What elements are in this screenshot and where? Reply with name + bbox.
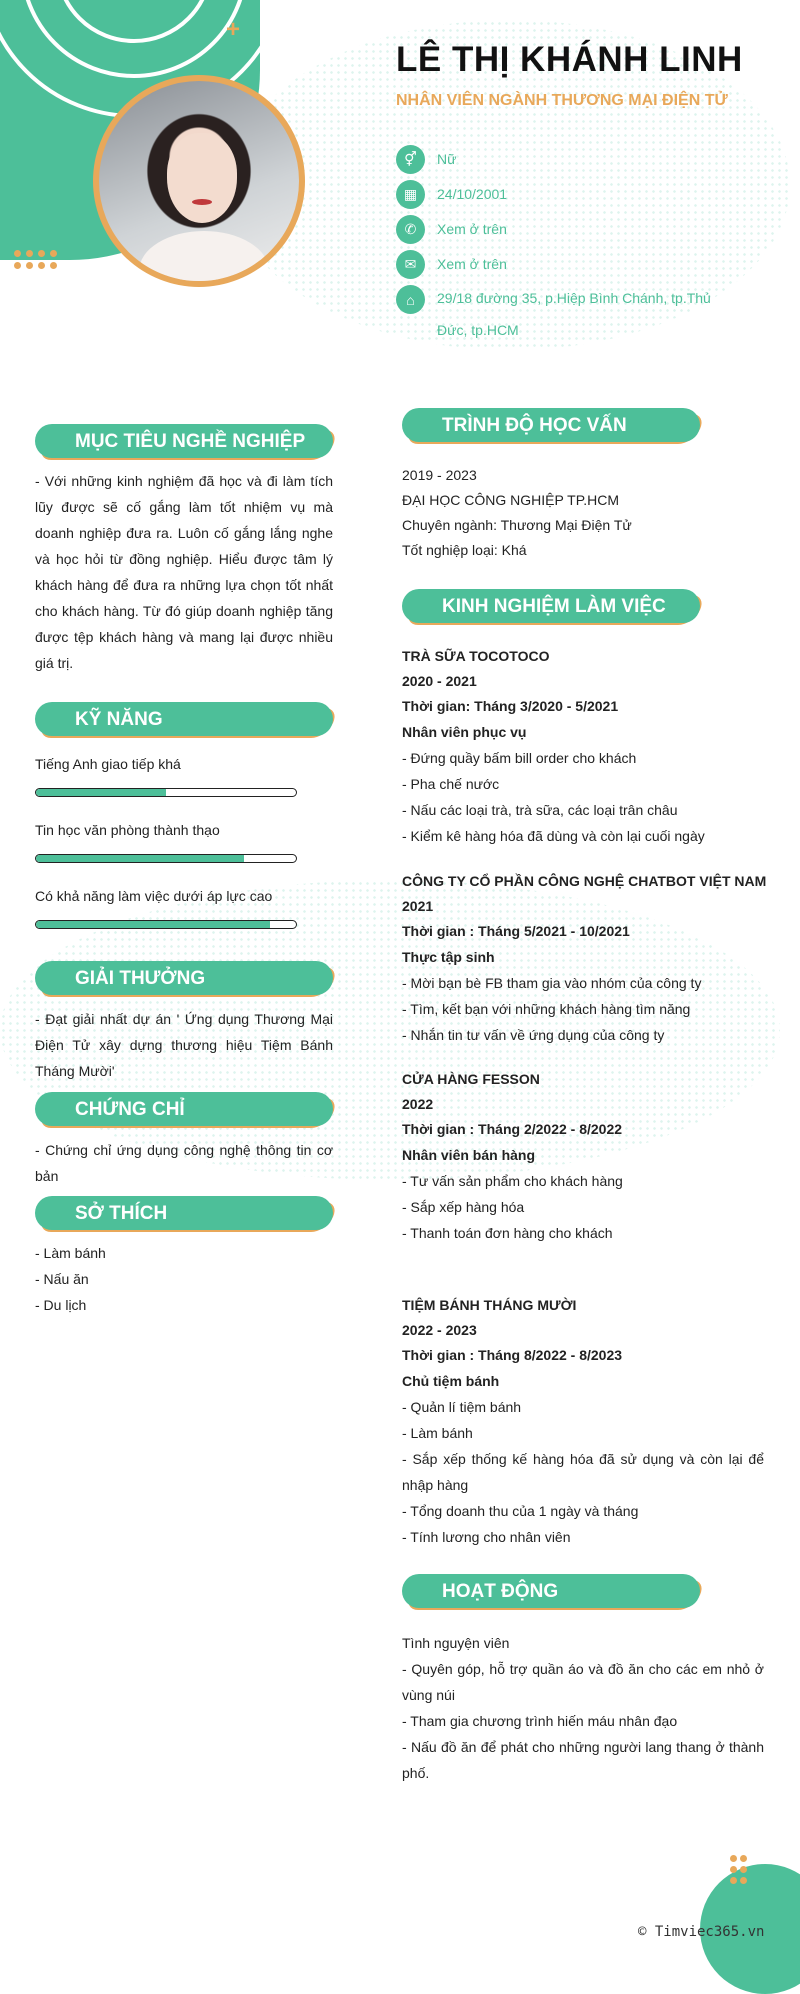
job-position: Nhân viên phục vụ <box>402 724 527 740</box>
objective-text: - Với những kinh nghiệm đã học và đi làm tích lũy được sẽ cố gắng làm tốt nhiệm vụ mà doanh nghiệp đưa ra. Luôn cố gắng lắng nghe và học hỏi từ đồng nghiệp. Hiểu được tâm lý khách hàng để đưa ra những lựa chọn tốt nhất cho khách hàng. Từ đó giúp doanh nghiệp tăng được tệp khách hàng và mang lại được nhiều giá trị. <box>35 473 333 671</box>
job-period: Thời gian: Tháng 3/2020 - 5/2021 <box>402 698 619 714</box>
job-company: TIỆM BÁNH THÁNG MƯỜI <box>402 1297 577 1313</box>
certificates-text: - Chứng chỉ ứng dụng công nghệ thông tin cơ bản <box>35 1142 333 1184</box>
job-position: Thực tập sinh <box>402 949 495 965</box>
section-header-awards: GIẢI THƯỞNG <box>35 961 333 997</box>
avatar <box>93 75 305 287</box>
job-task: - Quản lí tiệm bánh <box>402 1399 522 1415</box>
job-period: Thời gian : Tháng 2/2022 - 8/2022 <box>402 1121 623 1137</box>
skill-bar <box>35 920 297 929</box>
hobby-item: - Nấu ăn <box>35 1271 89 1287</box>
job-year: 2020 - 2021 <box>402 673 477 689</box>
section-header-certificates: CHỨNG CHỈ <box>35 1092 333 1128</box>
job-task: - Kiểm kê hàng hóa đã dùng và còn lại cuối ngày <box>402 828 705 844</box>
job-year: 2022 - 2023 <box>402 1322 477 1338</box>
job-task: - Mời bạn bè FB tham gia vào nhóm của công ty <box>402 975 702 991</box>
section-header-objective: MỤC TIÊU NGHỀ NGHIỆP <box>35 424 333 460</box>
job-year: 2021 <box>402 898 434 914</box>
activity-line: - Quyên góp, hỗ trợ quần áo và đồ ăn cho các em nhỏ ở vùng núi <box>402 1661 764 1703</box>
job-period: Thời gian : Tháng 8/2022 - 8/2023 <box>402 1347 623 1363</box>
job-company: CỬA HÀNG FESSON <box>402 1071 540 1087</box>
activity-line: - Nấu đồ ăn để phát cho những người lang thang ở thành phố. <box>402 1739 764 1781</box>
job-period: Thời gian : Tháng 5/2021 - 10/2021 <box>402 923 630 939</box>
job-task: - Sắp xếp thống kế hàng hóa đã sử dụng và còn lại để nhập hàng <box>402 1451 764 1493</box>
candidate-name: LÊ THỊ KHÁNH LINH <box>396 40 743 79</box>
job-task: - Tìm, kết bạn với những khách hàng tìm năng <box>402 1001 691 1017</box>
awards-text: - Đạt giải nhất dự án ' Ứng dụng Thương Mại Điện Tử xây dựng thương hiệu Tiệm Bánh Tháng Mười' <box>35 1011 333 1079</box>
contact-gender: ⚥ Nữ <box>396 145 456 176</box>
email-icon: ✉ <box>396 250 425 279</box>
contact-address: ⌂ 29/18 đường 35, p.Hiệp Bình Chánh, tp.Thủ Đức, tp.HCM <box>396 285 727 346</box>
job-position: Nhân viên bán hàng <box>402 1147 536 1163</box>
home-icon: ⌂ <box>396 285 425 314</box>
job-year: 2022 <box>402 1096 434 1112</box>
activity-line: - Tham gia chương trình hiến máu nhân đạo <box>402 1713 678 1729</box>
skill-bar-fill <box>36 789 166 796</box>
job-company: CÔNG TY CỔ PHẦN CÔNG NGHỆ CHATBOT VIỆT NAM <box>402 873 767 889</box>
job-task: - Sắp xếp hàng hóa <box>402 1199 525 1215</box>
phone-icon: ✆ <box>396 215 425 244</box>
section-header-hobbies: SỞ THÍCH <box>35 1196 333 1232</box>
skill-bar-fill <box>36 921 270 928</box>
plus-icon: + <box>226 16 241 43</box>
job-task: - Pha chế nước <box>402 776 500 792</box>
job-position: Chủ tiệm bánh <box>402 1373 500 1389</box>
calendar-icon: ▦ <box>396 180 425 209</box>
section-header-activities: HOẠT ĐỘNG <box>402 1574 700 1610</box>
job-task: - Tư vấn sản phẩm cho khách hàng <box>402 1173 623 1189</box>
activity-line: Tình nguyện viên <box>402 1635 510 1651</box>
hobby-item: - Làm bánh <box>35 1245 106 1261</box>
education-line: ĐẠI HỌC CÔNG NGHIỆP TP.HCM <box>402 492 620 508</box>
job-task: - Tính lương cho nhân viên <box>402 1529 571 1545</box>
skill-label: Tin học văn phòng thành thạo <box>35 822 220 838</box>
contact-birthday: ▦ 24/10/2001 <box>396 180 507 211</box>
section-header-experience: KINH NGHIỆM LÀM VIỆC <box>402 589 700 625</box>
job-title: NHÂN VIÊN NGÀNH THƯƠNG MẠI ĐIỆN TỬ <box>396 92 728 109</box>
education-line: 2019 - 2023 <box>402 467 477 483</box>
job-task: - Nấu các loại trà, trà sữa, các loại trân châu <box>402 802 678 818</box>
job-task: - Làm bánh <box>402 1425 473 1441</box>
gender-icon: ⚥ <box>396 145 425 174</box>
contact-email: ✉ Xem ở trên <box>396 250 507 281</box>
job-company: TRÀ SỮA TOCOTOCO <box>402 648 550 664</box>
job-task: - Tổng doanh thu của 1 ngày và tháng <box>402 1503 639 1519</box>
hobby-item: - Du lịch <box>35 1297 87 1313</box>
contact-phone: ✆ Xem ở trên <box>396 215 507 246</box>
skill-label: Tiếng Anh giao tiếp khá <box>35 756 181 772</box>
skill-bar <box>35 788 297 797</box>
education-line: Tốt nghiệp loại: Khá <box>402 542 527 558</box>
job-task: - Nhắn tin tư vấn về ứng dụng của công ty <box>402 1027 665 1043</box>
education-line: Chuyên ngành: Thương Mại Điện Tử <box>402 517 632 533</box>
section-header-skills: KỸ NĂNG <box>35 702 333 738</box>
job-task: - Thanh toán đơn hàng cho khách <box>402 1225 613 1241</box>
skill-bar <box>35 854 297 863</box>
skill-bar-fill <box>36 855 244 862</box>
watermark: © Timviec365.vn <box>638 1924 765 1940</box>
section-header-education: TRÌNH ĐỘ HỌC VẤN <box>402 408 700 444</box>
skill-label: Có khả năng làm việc dưới áp lực cao <box>35 888 273 904</box>
job-task: - Đứng quầy bấm bill order cho khách <box>402 750 637 766</box>
